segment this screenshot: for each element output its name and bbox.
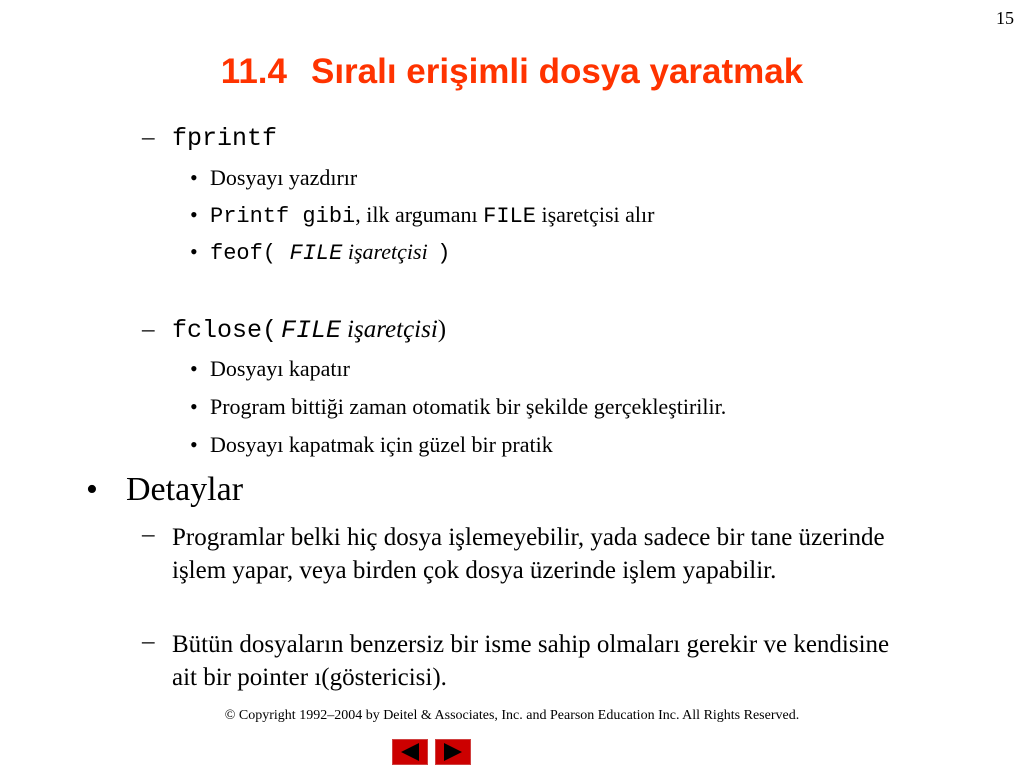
sub-item-text: Program bittiği zaman otomatik bir şekilde gerçekleştirilir. — [210, 394, 727, 419]
bullet-marker: • — [190, 165, 198, 190]
bullet-marker: • — [86, 471, 98, 508]
dash-marker: – — [142, 628, 155, 655]
sub-item-text: Dosyayı kapatmak için güzel bir pratik — [210, 432, 553, 457]
fclose-sub-item-1 — [190, 356, 350, 382]
previous-slide-button[interactable] — [391, 738, 429, 766]
sub-item-text: , ilk argumanı — [355, 202, 484, 227]
next-slide-button[interactable] — [434, 738, 472, 766]
fprintf-label: fprintf — [172, 124, 278, 153]
bullet-marker: • — [190, 239, 198, 264]
sub-item-text: işaretçisi alır — [535, 202, 655, 227]
arrow-left-icon — [392, 739, 428, 765]
dash-marker: – — [142, 124, 155, 151]
sub-item-text: Dosyayı yazdırır — [210, 165, 358, 190]
code-text: ) — [437, 241, 451, 266]
fprintf-sub-item-2 — [190, 202, 654, 229]
bullet-marker: • — [190, 356, 198, 381]
bullet-marker: • — [190, 202, 198, 227]
details-item-2 — [142, 628, 914, 694]
details-item-text: Bütün dosyaların benzersiz bir isme sahip olmaları gerekir ve kendisine ait bir pointer ı(göstericisi). — [172, 631, 890, 691]
fclose-label: fclose( — [172, 316, 278, 345]
fclose-item — [142, 316, 446, 345]
bullet-marker: • — [190, 394, 198, 419]
details-item-text: Programlar belki hiç dosya işlemeyebilir, yada sadece bir tane üzerinde işlem yapar, veya birden çok dosya üzerinde işlem yapabilir. — [172, 524, 885, 584]
code-italic-text: FILE — [281, 316, 342, 345]
dash-marker: – — [142, 316, 155, 343]
details-heading-text: Detaylar — [126, 471, 244, 508]
details-heading — [86, 471, 243, 509]
fclose-sub-item-3 — [190, 432, 553, 458]
arrow-right-icon — [435, 739, 471, 765]
copyright-notice: © Copyright 1992–2004 by Deitel & Associates, Inc. and Pearson Education Inc. All Rights Reserved. — [224, 708, 800, 723]
page-number: 15 — [996, 8, 1014, 28]
title-text: Sıralı erişimli dosya yaratmak — [310, 52, 804, 91]
code-italic-text: FILE — [289, 241, 343, 266]
sub-item-text: Dosyayı kapatır — [210, 356, 350, 381]
close-paren: ) — [437, 316, 447, 343]
title-section-number: 11.4 — [220, 52, 287, 91]
slide-title — [0, 52, 1024, 92]
fprintf-item — [142, 124, 277, 153]
italic-text: işaretçisi — [347, 239, 428, 264]
italic-text: işaretçisi — [347, 316, 438, 343]
dash-marker: – — [142, 521, 155, 548]
fprintf-sub-item-1 — [190, 165, 357, 191]
code-text: Printf gibi — [210, 204, 356, 229]
bullet-marker: • — [190, 432, 198, 457]
code-text: FILE — [483, 204, 536, 229]
fprintf-sub-item-3 — [190, 239, 450, 266]
details-item-1 — [142, 521, 914, 587]
fclose-sub-item-2 — [190, 394, 726, 420]
code-text: feof( — [210, 241, 277, 266]
